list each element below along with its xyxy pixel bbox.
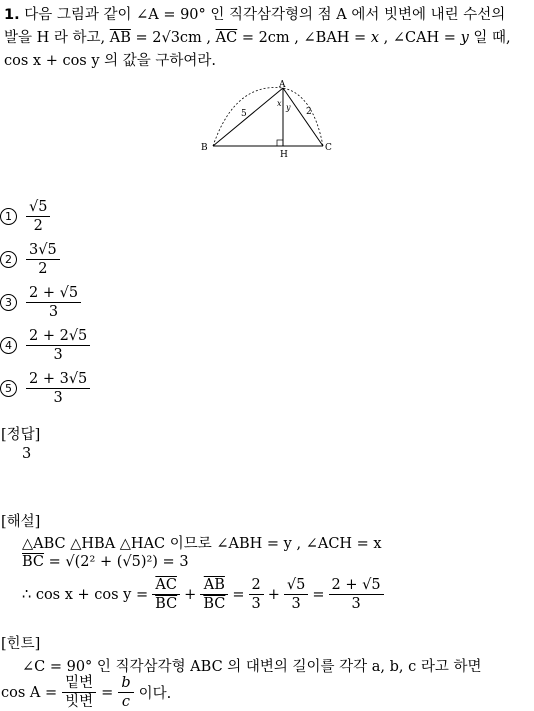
explanation-line-2 bbox=[22, 554, 189, 570]
choice-fraction: $\frac{√5}{2}$ bbox=[26, 198, 50, 235]
segment-ab: $\overline{AB}$ bbox=[109, 30, 131, 46]
choice-number: 2 bbox=[0, 251, 17, 268]
explanation-line-3 bbox=[22, 576, 384, 613]
label-h: H bbox=[280, 150, 288, 160]
problem-line-2 bbox=[4, 27, 532, 50]
choice-fraction: $\frac{3√5}{2}$ bbox=[26, 241, 60, 278]
explanation-line-1: △ABC △HBA △HAC 이므로 ∠ABH = y , ∠ACH = x bbox=[22, 536, 382, 552]
hint-label: [힌트] bbox=[1, 636, 41, 652]
problem-statement bbox=[4, 4, 532, 73]
ab-value: = 2√3cm , bbox=[135, 30, 212, 46]
fraction-base-hyp: $\frac{\text{밑변}}{\text{빗변}}$ bbox=[62, 674, 96, 711]
choice-1[interactable] bbox=[0, 196, 50, 236]
label-2: 2 bbox=[306, 107, 312, 117]
choice-2[interactable] bbox=[0, 239, 60, 279]
side-ac bbox=[283, 88, 323, 146]
problem-text-2: 발을 H 라 하고, bbox=[4, 30, 106, 46]
choice-number: 5 bbox=[0, 380, 17, 397]
label-a: A bbox=[279, 80, 286, 90]
choice-3[interactable] bbox=[0, 282, 81, 322]
right-angle-mark bbox=[277, 140, 283, 146]
equals-sign: = bbox=[101, 684, 114, 701]
choice-number: 1 bbox=[0, 208, 17, 225]
plus-sign: + bbox=[267, 586, 280, 603]
choice-fraction: $\frac{2 + 3√5}{3}$ bbox=[26, 370, 90, 407]
label-x: x bbox=[277, 99, 282, 108]
answer-label: [정답] bbox=[1, 427, 41, 443]
segment-bc: $\overline{BC}$ bbox=[22, 554, 45, 570]
problem-line-3: cos x + cos y 의 값을 구하여라. bbox=[4, 53, 217, 69]
problem-text-1: 다음 그림과 같이 ∠A = 90° 인 직각삼각형의 점 A 에서 빗변에 내린 수선의 bbox=[24, 7, 506, 23]
fraction-b-c: $\frac{b}{c}$ bbox=[118, 674, 133, 711]
hint-suffix: 이다. bbox=[138, 686, 172, 702]
fraction-ab-bc: $\frac{\overline{AB}}{BC}$ bbox=[200, 576, 228, 613]
hint-line-2 bbox=[1, 674, 171, 711]
problem-line-1 bbox=[4, 4, 532, 27]
bc-value: = √(2² + (√5)²) = 3 bbox=[48, 554, 189, 570]
label-c: C bbox=[325, 143, 332, 153]
ac-value: = 2cm , ∠BAH = bbox=[241, 30, 371, 46]
explanation-label: [해설] bbox=[1, 514, 41, 530]
choice-number: 4 bbox=[0, 337, 17, 354]
therefore-text: ∴ cos x + cos y = bbox=[22, 586, 149, 603]
problem-line-2-end: 일 때, bbox=[468, 30, 511, 46]
equals-sign: = bbox=[232, 586, 245, 603]
segment-ac: $\overline{AC}$ bbox=[215, 30, 238, 46]
cah-text: , ∠CAH = bbox=[379, 30, 461, 46]
var-y: y bbox=[460, 30, 469, 46]
choice-4[interactable] bbox=[0, 325, 90, 365]
fraction-result: $\frac{2 + √5}{3}$ bbox=[329, 576, 384, 613]
answer-value: 3 bbox=[22, 446, 32, 462]
fraction-sqrt5-3: $\frac{√5}{3}$ bbox=[284, 576, 308, 613]
label-b: B bbox=[201, 143, 208, 153]
label-y: y bbox=[286, 103, 291, 112]
choice-number: 3 bbox=[0, 294, 17, 311]
hint-line-1: ∠C = 90° 인 직각삼각형 ABC 의 대변의 길이를 각각 a, b, c 라고 하면 bbox=[22, 659, 482, 675]
choice-fraction: $\frac{2 + √5}{3}$ bbox=[26, 284, 81, 321]
fraction-2-3: $\frac{2}{3}$ bbox=[249, 576, 264, 613]
var-x: x bbox=[370, 30, 379, 46]
fraction-ac-bc: $\frac{\overline{AC}}{BC}$ bbox=[152, 576, 180, 613]
plus-sign: + bbox=[184, 586, 197, 603]
equals-sign: = bbox=[312, 586, 325, 603]
label-5: 5 bbox=[241, 109, 247, 119]
triangle-figure bbox=[195, 80, 340, 160]
choice-5[interactable] bbox=[0, 368, 90, 408]
side-ab bbox=[213, 88, 283, 146]
problem-number: 1. bbox=[4, 7, 20, 23]
choice-fraction: $\frac{2 + 2√5}{3}$ bbox=[26, 327, 90, 364]
cos-a-text: cos A = bbox=[1, 684, 58, 701]
